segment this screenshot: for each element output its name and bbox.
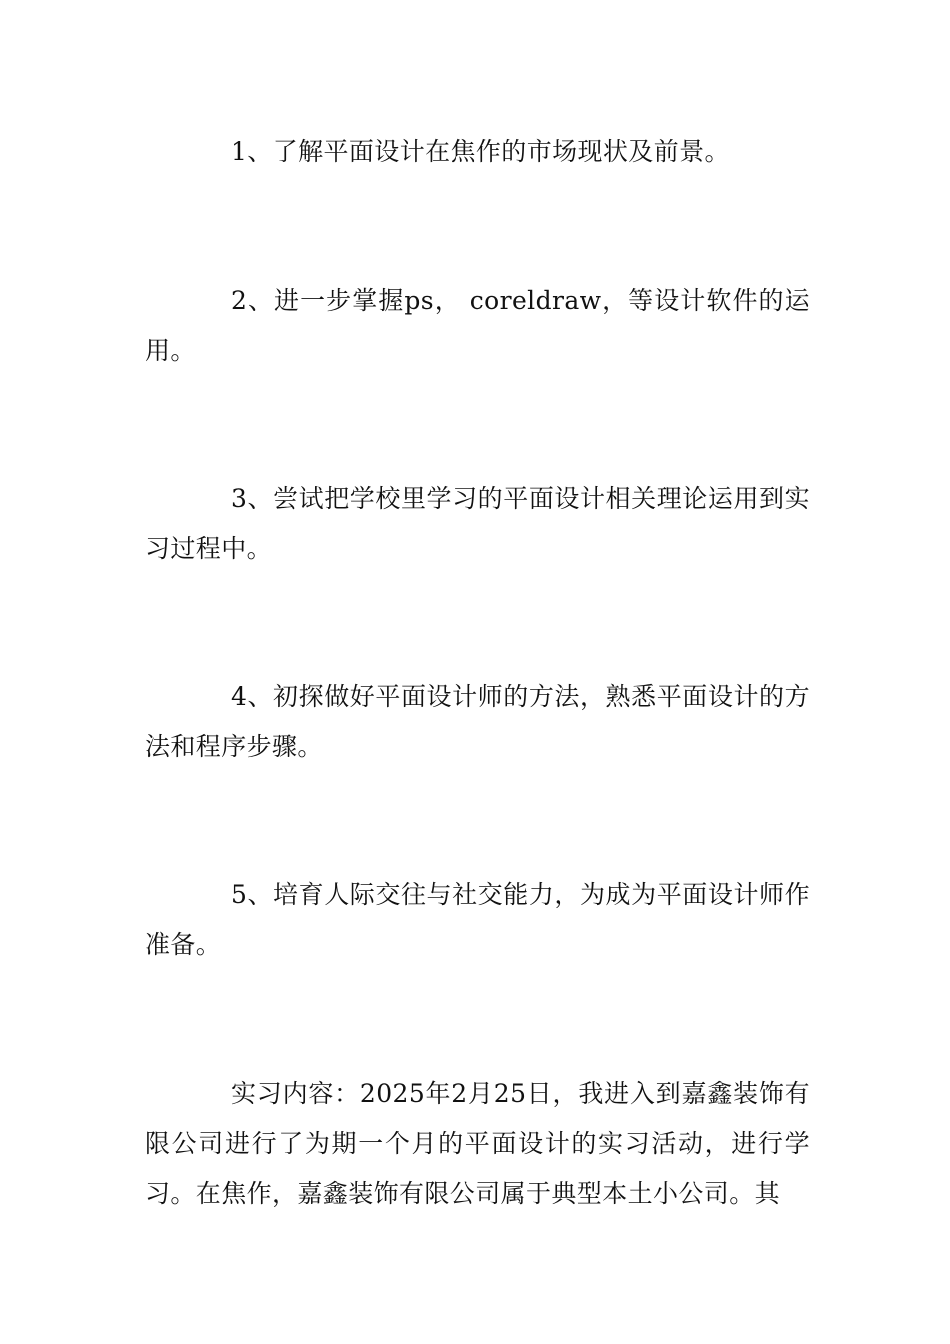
objective-paragraph-3: 3、尝试把学校里学习的平面设计相关理论运用到实习过程中。 <box>145 484 810 563</box>
objective-paragraph-4: 4、初探做好平面设计师的方法，熟悉平面设计的方法和程序步骤。 <box>145 682 810 761</box>
objective-paragraph-1: 1、了解平面设计在焦作的市场现状及前景。 <box>231 137 730 166</box>
internship-content-paragraph: 实习内容：2025年2月25日，我进入到嘉鑫装饰有限公司进行了为期一个月的平面设计的实习活动，进行学习。在焦作，嘉鑫装饰有限公司属于典型本土小公司。其 <box>145 1079 810 1208</box>
objective-paragraph-5: 5、培育人际交往与社交能力，为成为平面设计师作准备。 <box>145 880 810 959</box>
objective-paragraph-2: 2、进一步掌握ps， coreldraw，等设计软件的运用。 <box>145 286 810 365</box>
